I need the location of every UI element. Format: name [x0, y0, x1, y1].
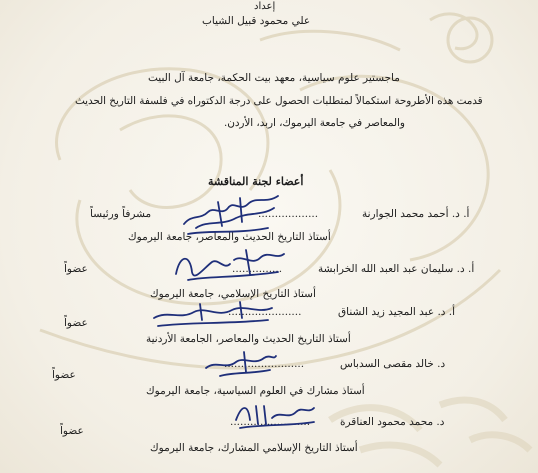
committee-member-name: د. خالد مقصى السدباس — [340, 358, 446, 370]
committee-title: أعضاء لجنة المناقشة — [208, 175, 304, 188]
committee-member-role: عضواً — [52, 369, 76, 381]
signature-dots: ........................ — [224, 358, 305, 370]
committee-member-role: عضواً — [64, 263, 88, 275]
signature-dots: ...................... — [228, 306, 302, 318]
committee-member-position: أستاذ التاريخ الحديث والمعاصر، الجامعة الأردنية — [146, 333, 351, 345]
committee-member-name: أ. د. أحمد محمد الجوارنة — [362, 208, 470, 220]
signature-dots: .................. — [258, 208, 319, 220]
author-name: علي محمود قبيل الشياب — [202, 15, 311, 27]
thesis-purpose-line1: قدمت هذه الأطروحة استكمالاً لمتطلبات الحصول على درجة الدكتوراه في فلسفة التاريخ الحديث — [75, 95, 483, 107]
committee-member-position: أستاذ التاريخ الإسلامي المشارك، جامعة اليرموك — [150, 442, 358, 454]
signature-dots: ........................ — [230, 416, 311, 428]
signature-3 — [148, 298, 278, 334]
signature-5 — [228, 396, 320, 434]
committee-member-position: أستاذ مشارك في العلوم السياسية، جامعة اليرموك — [146, 385, 365, 397]
committee-member-position: أستاذ التاريخ الحديث والمعاصر، جامعة اليرموك — [128, 231, 331, 243]
committee-member-name: أ. د. عبد المجيد زيد الشناق — [338, 306, 456, 318]
committee-member-name: د. محمد محمود العناقرة — [340, 416, 445, 428]
prepared-by-label: إعداد — [254, 1, 276, 12]
committee-member-role: عضواً — [60, 425, 84, 437]
signature-dots: ............... — [232, 263, 283, 275]
signature-4 — [200, 346, 280, 384]
committee-member-role: عضواً — [64, 317, 88, 329]
signature-1 — [178, 190, 288, 240]
committee-member-name: أ. د. سليمان عبد العبد الله الخرابشة — [318, 263, 475, 275]
signature-2 — [168, 244, 288, 286]
committee-member-role: مشرفاً ورئيساً — [90, 208, 152, 220]
thesis-purpose-line2: والمعاصر في جامعة اليرموك، اربد، الأردن. — [224, 117, 405, 129]
committee-member-position: أستاذ التاريخ الإسلامي، جامعة اليرموك — [150, 288, 316, 300]
masters-degree: ماجستير علوم سياسية، معهد بيت الحكمة، جامعة آل البيت — [148, 72, 400, 84]
